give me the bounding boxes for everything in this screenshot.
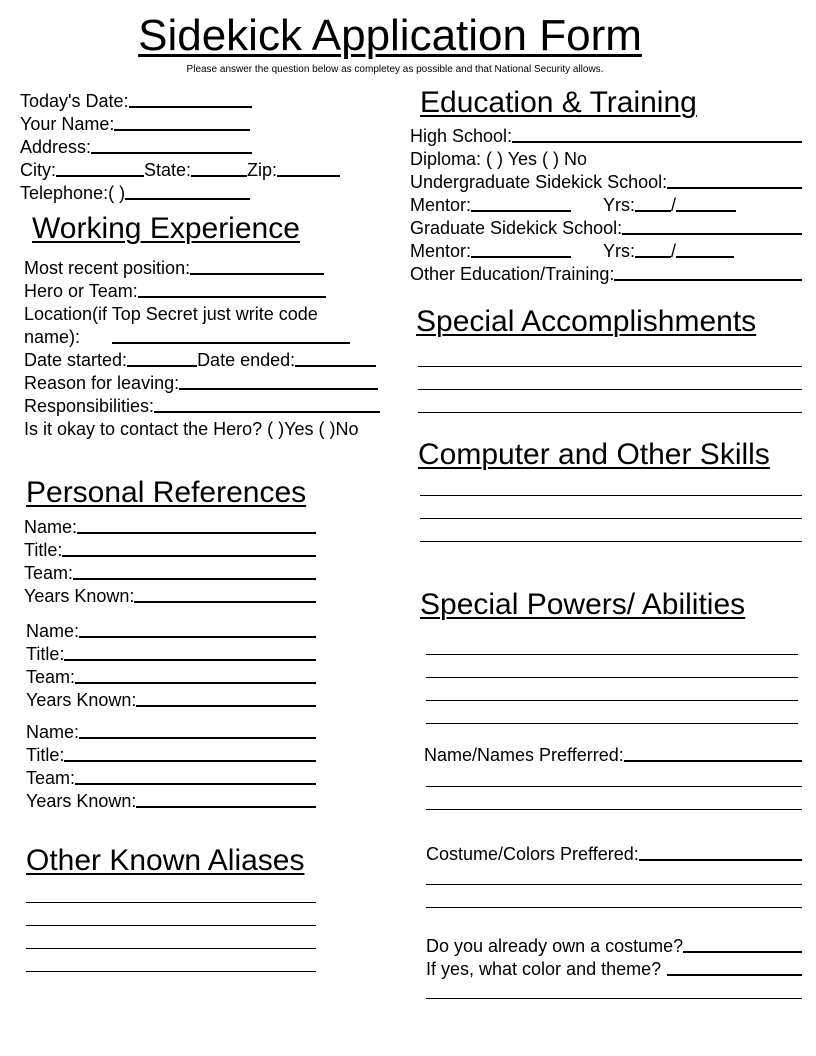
- contact-hero-question[interactable]: Is it okay to contact the Hero? ( )Yes ( )No: [24, 419, 359, 439]
- reference-title-label: Title:: [26, 644, 65, 664]
- telephone-row: [20, 182, 250, 205]
- undergrad-yrs-end-field[interactable]: [676, 195, 736, 212]
- form-title: Sidekick Application Form: [138, 11, 642, 60]
- city-state-zip-row: [20, 159, 340, 182]
- reference-title-label: Title:: [24, 540, 63, 560]
- graduate-yrs-start-field[interactable]: [635, 241, 671, 258]
- costume-preferred-line[interactable]: [426, 907, 802, 908]
- graduate-row: [410, 217, 802, 240]
- costume-preferred-label: Costume/Colors Preffered:: [426, 844, 639, 864]
- names-preferred-line[interactable]: [426, 809, 802, 810]
- names-preferred-row: [424, 744, 802, 767]
- reference-3-title-row: [26, 744, 316, 767]
- date-ended-label: Date ended:: [197, 350, 296, 370]
- yrs-slash: /: [671, 195, 677, 215]
- high-school-label: High School:: [410, 126, 513, 146]
- dates-row: [24, 349, 376, 372]
- your-name-label: Your Name:: [20, 114, 115, 134]
- reference-3-name-row: [26, 721, 316, 744]
- reference-years-label: Years Known:: [26, 690, 137, 710]
- your-name-field[interactable]: [114, 114, 250, 131]
- accomplishments-heading: Special Accomplishments: [416, 305, 757, 338]
- date-ended-field[interactable]: [295, 350, 376, 367]
- undergrad-yrs-start-field[interactable]: [635, 195, 671, 212]
- yrs-label: Yrs:: [603, 241, 636, 261]
- costume-preferred-field[interactable]: [639, 844, 802, 861]
- accomplishments-line[interactable]: [418, 389, 802, 390]
- mentor-label: Mentor:: [410, 195, 472, 215]
- date-started-label: Date started:: [24, 350, 128, 370]
- your-name-row: [20, 113, 250, 136]
- reference-1-years-row: [24, 585, 316, 608]
- reference-1-team-field[interactable]: [73, 563, 316, 580]
- undergrad-field[interactable]: [667, 172, 802, 189]
- other-aliases-heading: Other Known Aliases: [26, 844, 305, 877]
- graduate-label: Graduate Sidekick School:: [410, 218, 623, 238]
- reason-for-leaving-label: Reason for leaving:: [24, 373, 180, 393]
- reference-3-name-field[interactable]: [79, 722, 316, 739]
- state-field[interactable]: [191, 160, 247, 177]
- reference-2-team-field[interactable]: [75, 667, 316, 684]
- contact-hero-row: [24, 418, 358, 441]
- reference-1-name-row: [24, 516, 316, 539]
- accomplishments-line[interactable]: [418, 366, 802, 367]
- yrs-slash: /: [671, 241, 677, 261]
- yrs-label: Yrs:: [603, 195, 636, 215]
- reference-years-label: Years Known:: [26, 791, 137, 811]
- location-row: [24, 303, 369, 349]
- education-heading: Education & Training: [420, 86, 697, 119]
- skills-heading: Computer and Other Skills: [418, 438, 770, 471]
- address-field[interactable]: [91, 137, 252, 154]
- undergrad-mentor-row: [410, 194, 736, 217]
- powers-line[interactable]: [426, 654, 798, 655]
- todays-date-field[interactable]: [129, 91, 253, 108]
- color-theme-row: [426, 958, 802, 981]
- todays-date-row: [20, 90, 252, 113]
- high-school-field[interactable]: [512, 126, 802, 143]
- reference-3-title-field[interactable]: [64, 745, 316, 762]
- reference-2-title-row: [26, 643, 316, 666]
- skills-line[interactable]: [420, 518, 802, 519]
- zip-label: Zip:: [247, 160, 278, 180]
- reference-2-years-field[interactable]: [136, 690, 316, 707]
- reference-1-title-row: [24, 539, 316, 562]
- reference-1-title-field[interactable]: [62, 540, 316, 557]
- working-experience-heading: Working Experience: [32, 212, 300, 245]
- reference-1-team-row: [24, 562, 316, 585]
- telephone-field[interactable]: [125, 183, 250, 200]
- own-costume-field[interactable]: [683, 936, 802, 953]
- powers-line[interactable]: [426, 677, 798, 678]
- address-row: [20, 136, 252, 159]
- skills-line[interactable]: [420, 541, 802, 542]
- undergrad-row: [410, 171, 802, 194]
- reference-name-label: Name:: [24, 517, 78, 537]
- aliases-line[interactable]: [26, 971, 316, 972]
- address-label: Address:: [20, 137, 92, 157]
- reference-3-years-field[interactable]: [136, 791, 316, 808]
- own-costume-row: [426, 935, 802, 958]
- reason-for-leaving-field[interactable]: [179, 373, 378, 390]
- most-recent-position-row: [24, 257, 324, 280]
- aliases-line[interactable]: [26, 948, 316, 949]
- names-preferred-line[interactable]: [426, 786, 802, 787]
- color-theme-field[interactable]: [667, 959, 802, 976]
- aliases-line[interactable]: [26, 925, 316, 926]
- todays-date-label: Today's Date:: [20, 91, 129, 111]
- diploma-row: [410, 148, 587, 171]
- costume-preferred-line[interactable]: [426, 884, 802, 885]
- state-label: State:: [144, 160, 192, 180]
- most-recent-position-field[interactable]: [190, 258, 324, 275]
- color-theme-label: If yes, what color and theme?: [426, 959, 662, 979]
- powers-line[interactable]: [426, 700, 798, 701]
- reference-team-label: Team:: [24, 563, 74, 583]
- location-label: Location(if Top Secret just write code name):: [24, 304, 318, 347]
- undergrad-label: Undergraduate Sidekick School:: [410, 172, 668, 192]
- other-education-row: [410, 263, 802, 286]
- reference-1-name-field[interactable]: [77, 517, 316, 534]
- costume-preferred-row: [426, 843, 802, 866]
- reference-2-name-field[interactable]: [79, 621, 316, 638]
- reason-for-leaving-row: [24, 372, 378, 395]
- graduate-yrs-end-field[interactable]: [676, 241, 734, 258]
- high-school-row: [410, 125, 802, 148]
- city-field[interactable]: [56, 160, 144, 177]
- reference-title-label: Title:: [26, 745, 65, 765]
- reference-team-label: Team:: [26, 667, 76, 687]
- diploma-question[interactable]: Diploma: ( ) Yes ( ) No: [410, 149, 588, 169]
- color-theme-line[interactable]: [426, 998, 802, 999]
- graduate-field[interactable]: [622, 218, 802, 235]
- hero-or-team-label: Hero or Team:: [24, 281, 138, 301]
- hero-or-team-row: [24, 280, 326, 303]
- date-started-field[interactable]: [127, 350, 197, 367]
- hero-or-team-field[interactable]: [138, 281, 326, 298]
- powers-line[interactable]: [426, 723, 798, 724]
- reference-team-label: Team:: [26, 768, 76, 788]
- form-subtitle: Please answer the question below as completey as possible and that National Security allows.: [186, 64, 604, 75]
- responsibilities-label: Responsibilities:: [24, 396, 155, 416]
- zip-field[interactable]: [277, 160, 340, 177]
- reference-2-title-field[interactable]: [64, 644, 316, 661]
- telephone-label: Telephone:( ): [20, 183, 126, 203]
- skills-line[interactable]: [420, 495, 802, 496]
- personal-references-heading: Personal References: [26, 476, 307, 509]
- undergrad-mentor-field[interactable]: [471, 195, 571, 212]
- reference-2-years-row: [26, 689, 316, 712]
- other-education-label: Other Education/Training:: [410, 264, 615, 284]
- reference-3-years-row: [26, 790, 316, 813]
- aliases-line[interactable]: [26, 902, 316, 903]
- responsibilities-row: [24, 395, 380, 418]
- reference-2-team-row: [26, 666, 316, 689]
- accomplishments-line[interactable]: [418, 412, 802, 413]
- graduate-mentor-field[interactable]: [471, 241, 571, 258]
- mentor-label: Mentor:: [410, 241, 472, 261]
- names-preferred-label: Name/Names Prefferred:: [424, 745, 624, 765]
- reference-1-years-field[interactable]: [134, 586, 316, 603]
- names-preferred-field[interactable]: [624, 745, 802, 762]
- reference-years-label: Years Known:: [24, 586, 135, 606]
- most-recent-position-label: Most recent position:: [24, 258, 191, 278]
- other-education-field[interactable]: [614, 264, 802, 281]
- reference-name-label: Name:: [26, 621, 80, 641]
- location-field[interactable]: [112, 342, 350, 344]
- responsibilities-field[interactable]: [154, 396, 380, 413]
- reference-name-label: Name:: [26, 722, 80, 742]
- city-label: City:: [20, 160, 56, 180]
- reference-3-team-row: [26, 767, 316, 790]
- powers-heading: Special Powers/ Abilities: [420, 588, 746, 621]
- reference-3-team-field[interactable]: [75, 768, 316, 785]
- reference-2-name-row: [26, 620, 316, 643]
- graduate-mentor-row: [410, 240, 734, 263]
- own-costume-label: Do you already own a costume?: [426, 936, 684, 956]
